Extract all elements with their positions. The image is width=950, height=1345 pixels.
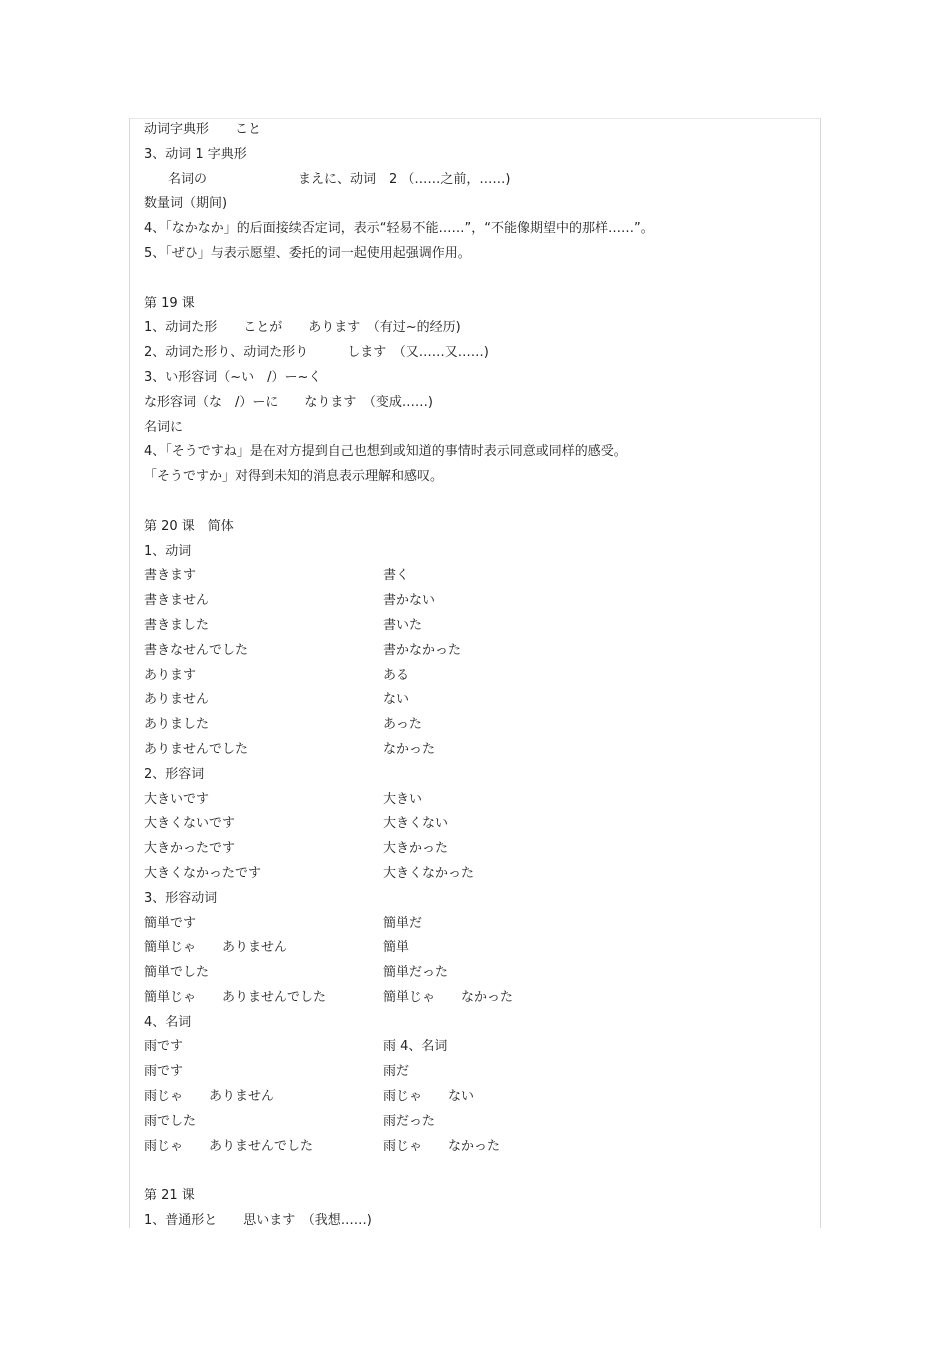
text-line — [144, 242, 814, 267]
text-line — [144, 812, 814, 837]
line-text-right: 大きくない — [383, 816, 449, 832]
line-text: 簡単でした — [144, 965, 210, 981]
line-text-right: ある — [383, 667, 410, 683]
line-text: 書きません — [144, 593, 210, 609]
line-text-right: 雨だった — [383, 1113, 436, 1129]
line-text-right: 雨じゃ なかった — [383, 1138, 501, 1154]
text-line — [144, 118, 814, 143]
text-line — [144, 1085, 814, 1110]
line-text: 数量词（期间) — [144, 196, 228, 212]
text-line — [144, 341, 814, 366]
text-line — [144, 639, 814, 664]
line-text: 書きます — [144, 568, 197, 584]
line-text: 大きいです — [144, 791, 210, 807]
line-text-right: ない — [383, 692, 410, 708]
text-line — [144, 391, 814, 416]
text-line — [144, 887, 814, 912]
text-line — [144, 515, 814, 540]
line-text: 第 19 课 — [144, 295, 195, 311]
document-body — [144, 118, 814, 1234]
line-text: 書きました — [144, 617, 210, 633]
text-line — [144, 1135, 814, 1160]
text-line — [144, 589, 814, 614]
line-text: 簡単じゃ ありません — [144, 940, 288, 956]
line-text: 名词の まえに、动词 2 （……之前，……) — [168, 171, 511, 187]
text-line — [144, 614, 814, 639]
line-text-right: 大きかった — [383, 841, 449, 857]
line-text: 5、「ぜひ」与表示愿望、委托的词一起使用起强调作用。 — [144, 245, 471, 261]
line-text: 簡単じゃ ありませんでした — [144, 989, 327, 1005]
line-text: 大きくなかったです — [144, 865, 262, 881]
line-text: 大きかったです — [144, 841, 236, 857]
line-text: 4、「なかなか」的后面接续否定词，表示“轻易不能……”，“不能像期望中的那样……”。 — [144, 221, 654, 237]
line-text: 第 20 课 简体 — [144, 518, 234, 534]
text-line — [144, 837, 814, 862]
line-text-right: なかった — [383, 741, 436, 757]
line-text: 1、动词た形 ことが あります （有过~的经历) — [144, 320, 461, 336]
text-line — [144, 564, 814, 589]
line-text: あります — [144, 667, 197, 683]
text-line — [144, 192, 814, 217]
text-line — [144, 1011, 814, 1036]
text-line — [144, 936, 814, 961]
line-text: ありませんでした — [144, 741, 249, 757]
line-text: 4、名词 — [144, 1014, 192, 1030]
text-line — [144, 912, 814, 937]
line-text: 4、「そうですね」是在对方提到自己也想到或知道的事情时表示同意或同样的感受。 — [144, 444, 627, 460]
text-line — [144, 713, 814, 738]
text-line — [144, 1184, 814, 1209]
text-line — [144, 738, 814, 763]
line-text: 大きくないです — [144, 816, 236, 832]
line-text: 名词に — [144, 419, 184, 435]
line-text: 2、形容词 — [144, 766, 205, 782]
line-text: 3、形容动词 — [144, 890, 218, 906]
text-line — [144, 763, 814, 788]
text-line — [144, 416, 814, 441]
line-text-right: 書かない — [383, 593, 436, 609]
line-text: 簡単です — [144, 915, 197, 931]
text-line — [144, 788, 814, 813]
text-line — [144, 986, 814, 1011]
line-text: 2、动词た形り、动词た形り します （又……又……) — [144, 345, 489, 361]
line-text-right: 書く — [383, 568, 410, 584]
text-line — [144, 1209, 814, 1234]
line-text-right: 簡単 — [383, 940, 410, 956]
text-line — [144, 465, 814, 490]
line-text: ありました — [144, 717, 210, 733]
text-line — [144, 440, 814, 465]
line-text: 雨です — [144, 1064, 184, 1080]
text-line — [144, 168, 814, 193]
text-line — [144, 688, 814, 713]
text-line — [144, 292, 814, 317]
blank-line — [144, 1159, 814, 1184]
text-line — [144, 862, 814, 887]
line-text-right: 簡単だ — [383, 915, 423, 931]
line-text-right: 雨 4、名词 — [383, 1039, 448, 1055]
line-text: 書きなせんでした — [144, 642, 249, 658]
text-line — [144, 664, 814, 689]
line-text: 雨じゃ ありません — [144, 1089, 275, 1105]
text-line — [144, 540, 814, 565]
line-text-right: 書かなかった — [383, 642, 462, 658]
line-text: ありません — [144, 692, 210, 708]
line-text-right: 書いた — [383, 617, 423, 633]
line-text: 动词字典形 こと — [144, 122, 262, 137]
text-line — [144, 316, 814, 341]
text-line — [144, 143, 814, 168]
line-text-right: 簡単じゃ なかった — [383, 989, 514, 1005]
line-text-right: 雨だ — [383, 1064, 410, 1080]
line-text: 第 21 课 — [144, 1188, 195, 1204]
line-text: 「そうですか」对得到未知的消息表示理解和感叹。 — [144, 469, 444, 485]
line-text-right: 簡単だった — [383, 965, 449, 981]
line-text-right: 雨じゃ ない — [383, 1089, 475, 1105]
text-line — [144, 1035, 814, 1060]
line-text: 3、动词 1 字典形 — [144, 146, 247, 162]
line-text-right: あった — [383, 717, 422, 733]
line-text-right: 大きくなかった — [383, 865, 475, 881]
line-text: 1、动词 — [144, 543, 192, 559]
line-text: な形容词（な /）ーに なります （变成……) — [144, 394, 433, 410]
line-text: 雨じゃ ありませんでした — [144, 1138, 314, 1154]
blank-line — [144, 490, 814, 515]
line-text: 雨です — [144, 1039, 184, 1055]
line-text: 雨でした — [144, 1113, 197, 1129]
text-line — [144, 1110, 814, 1135]
text-line — [144, 366, 814, 391]
text-line — [144, 1060, 814, 1085]
line-text: 3、い形容词（~い /）ー~く — [144, 369, 322, 385]
blank-line — [144, 267, 814, 292]
text-line — [144, 961, 814, 986]
line-text-right: 大きい — [383, 791, 423, 807]
line-text: 1、普通形と 思います （我想……) — [144, 1213, 372, 1229]
text-line — [144, 217, 814, 242]
